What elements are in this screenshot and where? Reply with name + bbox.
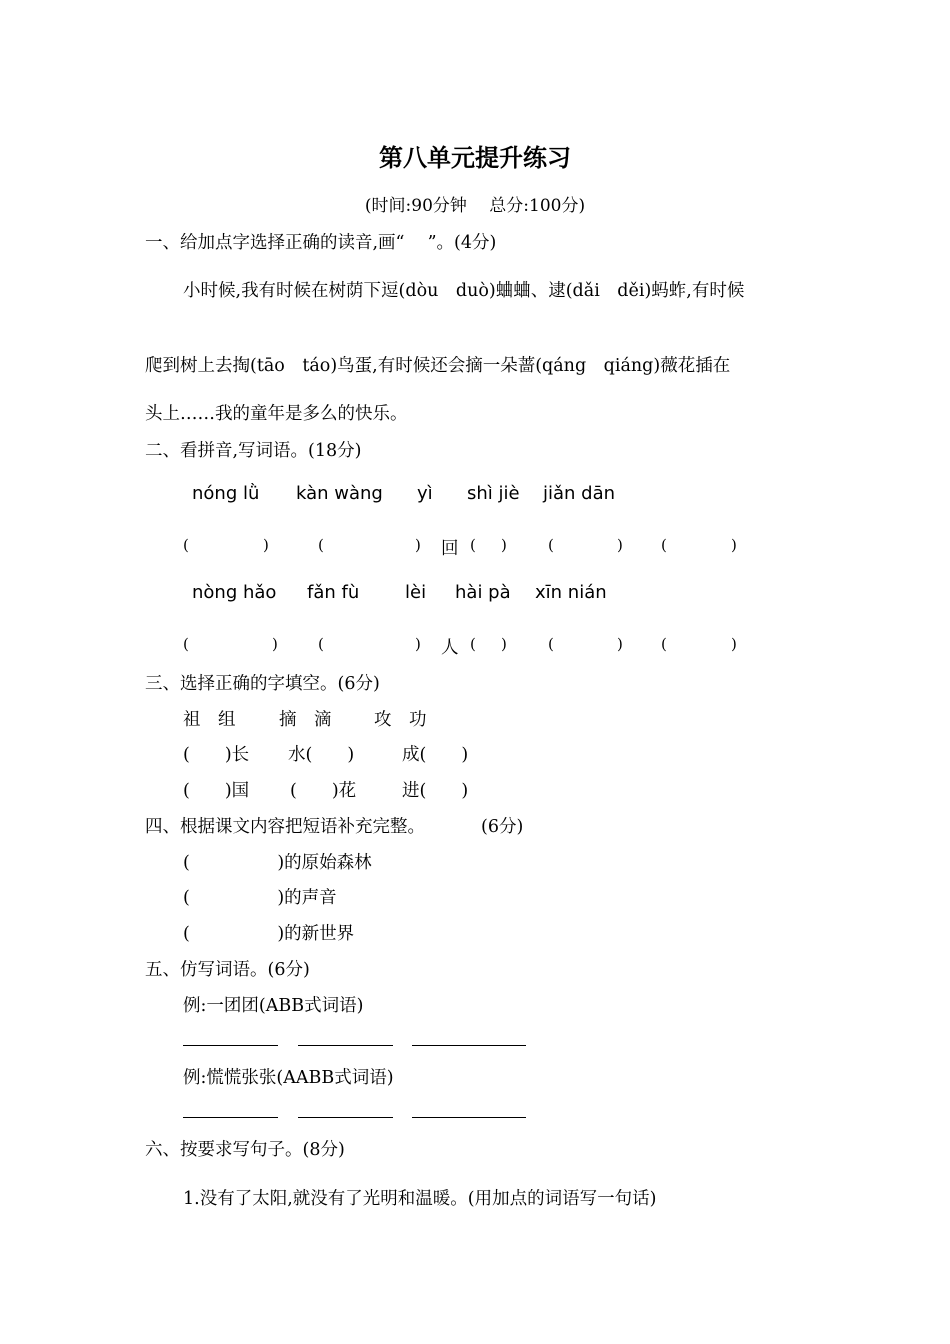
answer-close-paren: ) xyxy=(501,536,507,554)
answer-open-paren: ( xyxy=(548,536,554,554)
section-1-paragraph-line-1: 小时候,我有时候在树荫下逗(dòu duò)蛐蛐、逮(dǎi děi)蚂蚱,有时候 xyxy=(183,281,745,301)
pinyin-item: xīn nián xyxy=(535,582,607,603)
section-1-paragraph-line-3: 头上……我的童年是多么的快乐。 xyxy=(145,404,408,424)
pinyin-item: hài pà xyxy=(455,582,511,603)
fill-blank: ( )花 xyxy=(290,781,357,801)
fill-blank: 水( ) xyxy=(288,745,355,765)
section-5-heading: 五、仿写词语。(6分) xyxy=(145,960,310,980)
answer-close-paren: ) xyxy=(263,536,269,554)
answer-open-paren: ( xyxy=(183,635,189,653)
answer-open-paren: ( xyxy=(318,536,324,554)
pinyin-item: fǎn fù xyxy=(307,582,360,603)
answer-close-paren: ) xyxy=(272,635,278,653)
answer-close-paren: ) xyxy=(617,635,623,653)
answer-open-paren: ( xyxy=(661,536,667,554)
answer-line[interactable] xyxy=(412,1117,526,1118)
section-3-heading: 三、选择正确的字填空。(6分) xyxy=(145,674,380,694)
fill-blank: ( )国 xyxy=(183,781,250,801)
example-1: 例:一团团(ABB式词语) xyxy=(183,996,364,1016)
page-title: 第八单元提升练习 xyxy=(379,143,571,172)
choice-pair: 攻 功 xyxy=(374,710,427,730)
answer-line[interactable] xyxy=(298,1045,393,1046)
choice-pair: 摘 滴 xyxy=(279,710,332,730)
section-6-heading: 六、按要求写句子。(8分) xyxy=(145,1140,345,1160)
answer-close-paren: ) xyxy=(731,536,737,554)
pinyin-item: kàn wàng xyxy=(296,483,383,504)
answer-close-paren: ) xyxy=(415,635,421,653)
pinyin-item: jiǎn dān xyxy=(543,483,616,504)
answer-line[interactable] xyxy=(183,1117,278,1118)
example-2: 例:慌慌张张(AABB式词语) xyxy=(183,1068,394,1088)
answer-open-paren: ( xyxy=(661,635,667,653)
pinyin-item: shì jiè xyxy=(467,483,520,504)
answer-line[interactable] xyxy=(298,1117,393,1118)
question-1: 1.没有了太阳,就没有了光明和温暖。(用加点的词语写一句话) xyxy=(183,1189,657,1209)
answer-close-paren: ) xyxy=(501,635,507,653)
pinyin-item: nòng hǎo xyxy=(192,582,277,603)
answer-close-paren: ) xyxy=(731,635,737,653)
answer-open-paren: ( xyxy=(318,635,324,653)
section-2-heading: 二、看拼音,写词语。(18分) xyxy=(145,441,362,461)
section-4-heading: 四、根据课文内容把短语补充完整。 xyxy=(145,817,425,837)
answer-open-paren: ( xyxy=(470,536,476,554)
hint-character: 人 xyxy=(441,638,459,658)
section-1-paragraph-line-2: 爬到树上去掏(tāo táo)鸟蛋,有时候还会摘一朵蔷(qáng qiáng)薇花插在 xyxy=(145,356,731,376)
pinyin-item: yì xyxy=(417,483,433,504)
fill-blank: ( )长 xyxy=(183,745,250,765)
answer-line[interactable] xyxy=(412,1045,526,1046)
answer-close-paren: ) xyxy=(415,536,421,554)
pinyin-item: nóng lǜ xyxy=(192,483,260,504)
phrase-blank: ( )的新世界 xyxy=(183,924,355,944)
answer-open-paren: ( xyxy=(548,635,554,653)
phrase-blank: ( )的声音 xyxy=(183,888,337,908)
section-4-score: (6分) xyxy=(481,817,524,837)
answer-open-paren: ( xyxy=(183,536,189,554)
answer-close-paren: ) xyxy=(617,536,623,554)
answer-line[interactable] xyxy=(183,1045,278,1046)
choice-pair: 祖 组 xyxy=(183,710,236,730)
fill-blank: 进( ) xyxy=(402,781,469,801)
pinyin-item: lèi xyxy=(405,582,427,603)
fill-blank: 成( ) xyxy=(402,745,469,765)
section-1-heading: 一、给加点字选择正确的读音,画“ ”。(4分) xyxy=(145,233,497,253)
phrase-blank: ( )的原始森林 xyxy=(183,853,372,873)
hint-character: 回 xyxy=(441,539,459,559)
answer-open-paren: ( xyxy=(470,635,476,653)
exam-info: (时间:90分钟 总分:100分) xyxy=(364,196,586,216)
